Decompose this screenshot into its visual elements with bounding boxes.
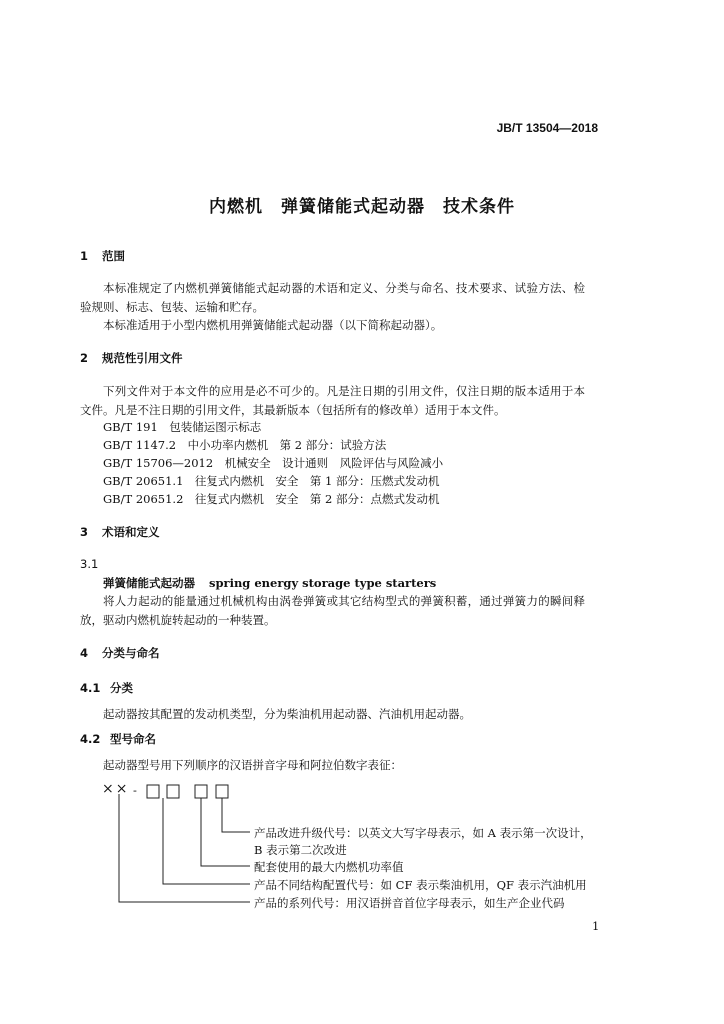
section-2-paragraph-1: 下列文件对于本文件的应用是必不可少的。凡是注日期的引用文件，仅注日期的版本适用于本文件。凡是不注日期的引用文件，其最新版本（包括所有的修改单）适用于本文件。	[80, 384, 585, 417]
diagram-label-power: 配套使用的最大内燃机功率值	[254, 860, 404, 874]
leader-line-config	[163, 798, 250, 884]
model-box-2	[167, 785, 179, 798]
section-4-1-paragraph: 起动器按其配置的发动机类型，分为柴油机用起动器、汽油机用起动器。	[103, 707, 471, 721]
model-box-1	[147, 785, 159, 798]
model-dash: -	[133, 783, 137, 797]
section-title: 规范性引用文件	[102, 351, 183, 365]
section-1-paragraph-1: 本标准规定了内燃机弹簧储能式起动器的术语和定义、分类与命名、技术要求、试验方法、检验规则、标志、包装、运输和贮存。	[80, 281, 585, 314]
model-box-3	[195, 785, 207, 798]
section-number: 3	[80, 525, 89, 539]
diagram-label-upgrade-cont: B 表示第二次改进	[254, 843, 347, 857]
subsection-number: 3.1	[80, 557, 99, 571]
model-prefix: ××	[102, 781, 130, 797]
section-title: 范围	[102, 249, 125, 263]
term-chinese: 弹簧储能式起动器	[103, 576, 195, 590]
diagram-label-upgrade: 产品改进升级代号：以英文大写字母表示，如 A 表示第一次设计，	[254, 826, 592, 840]
term-english: spring energy storage type starters	[209, 576, 437, 590]
reference-item: GB/T 15706—2012 机械安全 设计通则 风险评估与风险减小	[103, 456, 444, 470]
reference-item: GB/T 20651.2 往复式内燃机 安全 第 2 部分：点燃式发动机	[103, 492, 440, 506]
section-number: 1	[80, 249, 89, 263]
section-1-paragraph-2: 本标准适用于小型内燃机用弹簧储能式起动器（以下简称起动器）。	[103, 318, 443, 332]
standard-code: JB/T 13504—2018	[496, 121, 598, 135]
term-definition: 将人力起动的能量通过机械机构由涡卷弹簧或其它结构型式的弹簧积蓄，通过弹簧力的瞬间释放，驱动内燃机旋转起动的一种装置。	[80, 594, 585, 627]
section-number: 4.2	[80, 732, 101, 746]
reference-item: GB/T 191 包装储运图示标志	[103, 420, 262, 434]
page-title: 内燃机 弹簧储能式起动器 技术条件	[209, 197, 515, 217]
section-title: 分类与命名	[102, 646, 160, 660]
reference-item: GB/T 20651.1 往复式内燃机 安全 第 1 部分：压燃式发动机	[103, 474, 440, 488]
diagram-label-series: 产品的系列代号：用汉语拼音首位字母表示，如生产企业代码	[254, 896, 565, 910]
leader-line-upgrade	[222, 798, 250, 832]
reference-item: GB/T 1147.2 中小功率内燃机 第 2 部分：试验方法	[103, 438, 387, 452]
section-title: 分类	[110, 681, 133, 695]
section-4-2-paragraph: 起动器型号用下列顺序的汉语拼音字母和阿拉伯数字表征：	[103, 758, 402, 772]
model-box-4	[216, 785, 228, 798]
leader-line-series	[119, 794, 250, 902]
section-number: 2	[80, 351, 89, 365]
section-number: 4.1	[80, 681, 101, 695]
section-title: 型号命名	[110, 732, 156, 746]
page-number: 1	[592, 919, 600, 933]
section-title: 术语和定义	[102, 525, 160, 539]
section-number: 4	[80, 646, 89, 660]
diagram-label-config: 产品不同结构配置代号：如 CF 表示柴油机用，QF 表示汽油机用	[254, 878, 587, 892]
